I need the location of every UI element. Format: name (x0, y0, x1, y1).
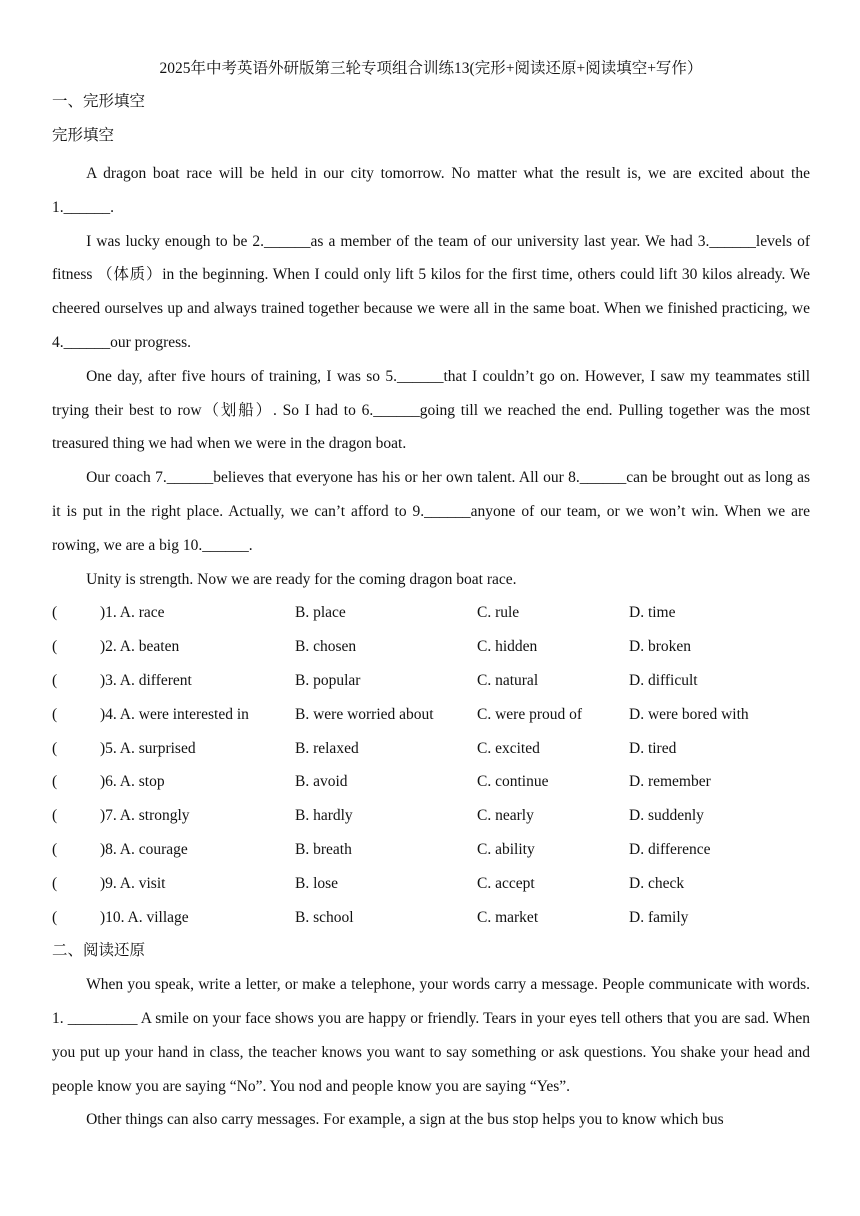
option-d: D. time (629, 604, 676, 622)
section-1-subheading: 完形填空 (52, 127, 115, 144)
option-c: C. hidden (477, 638, 538, 656)
answer-blank[interactable]: ( (52, 638, 58, 656)
option-a: )4. A. were interested in (100, 705, 249, 723)
option-c: C. ability (477, 840, 535, 858)
section-2-heading: 二、阅读还原 (52, 942, 146, 960)
document-page (52, 56, 810, 1137)
option-a: )1. A. race (100, 604, 165, 622)
answer-blank[interactable]: ( (52, 908, 58, 926)
option-c: C. were proud of (477, 705, 583, 723)
answer-blank[interactable]: ( (52, 874, 58, 892)
reading-paragraph: When you speak, write a letter, or make a telephone, your words carry a message. People communicate with words. 1. _________ A smile on your face shows you are happy or friendly. Tears in your eyes tell others that you are sad. When you put up your hand in class, the teacher knows you want to say something or ask questions. You shake your head and people know you are saying “No”. You nod and people know you are saying “Yes”. (52, 976, 810, 1095)
option-b: B. school (295, 908, 354, 926)
option-c: C. rule (477, 604, 520, 622)
question-row (52, 765, 810, 799)
option-c: C. market (477, 908, 539, 926)
option-a: )8. A. courage (100, 840, 188, 858)
option-b: B. relaxed (295, 739, 359, 757)
question-list (52, 596, 810, 934)
option-a: )9. A. visit (100, 874, 166, 892)
option-d: D. suddenly (629, 807, 704, 825)
cloze-paragraph: Our coach 7.______believes that everyone has his or her own talent. All our 8.______can be brought out as long as it is put in the right place. Actually, we can’t afford to 9.______anyone of our team, or we won’t win. When we are rowing, we are a big 10.______. (52, 469, 810, 554)
reading-paragraph: Other things can also carry messages. For example, a sign at the bus stop helps you to know which bus (86, 1111, 724, 1129)
option-b: B. popular (295, 671, 361, 689)
option-a: )5. A. surprised (100, 739, 196, 757)
cloze-paragraph: I was lucky enough to be 2.______as a member of the team of our university last year. We had 3.______levels of fitness （体质）in the beginning. When I could only lift 5 kilos for the first time, others could lift 30 kilos already. We cheered ourselves up and always trained together because we were all in the same boat. When we finished practicing, we 4.______our progress. (52, 232, 810, 351)
question-row (52, 799, 810, 833)
option-c: C. continue (477, 773, 549, 791)
document-title: 2025年中考英语外研版第三轮专项组合训练13(完形+阅读还原+阅读填空+写作） (159, 60, 703, 77)
option-a: )3. A. different (100, 671, 192, 689)
option-a: )10. A. village (100, 908, 189, 926)
question-row (52, 732, 810, 766)
section-1-heading: 一、完形填空 (52, 93, 146, 110)
option-a: )6. A. stop (100, 773, 165, 791)
question-row (52, 901, 810, 935)
answer-blank[interactable]: ( (52, 705, 58, 723)
option-c: C. nearly (477, 807, 534, 825)
cloze-paragraph: Unity is strength. Now we are ready for the coming dragon boat race. (86, 570, 517, 588)
answer-blank[interactable]: ( (52, 773, 58, 791)
option-b: B. lose (295, 874, 339, 892)
question-row (52, 664, 810, 698)
question-row (52, 867, 810, 901)
option-d: D. remember (629, 773, 711, 791)
question-row (52, 833, 810, 867)
question-row (52, 596, 810, 630)
answer-blank[interactable]: ( (52, 840, 58, 858)
option-d: D. were bored with (629, 705, 749, 723)
option-b: B. place (295, 604, 346, 622)
option-d: D. check (629, 874, 685, 892)
question-row (52, 698, 810, 732)
answer-blank[interactable]: ( (52, 671, 58, 689)
option-b: B. were worried about (295, 705, 434, 723)
question-row (52, 630, 810, 664)
answer-blank[interactable]: ( (52, 807, 58, 825)
option-b: B. breath (295, 840, 352, 858)
option-d: D. family (629, 908, 689, 926)
option-a: )2. A. beaten (100, 638, 180, 656)
option-c: C. natural (477, 671, 539, 689)
option-c: C. excited (477, 739, 540, 757)
cloze-paragraph: One day, after five hours of training, I was so 5.______that I couldn’t go on. However, I saw my teammates still trying their best to row（划船）. So I had to 6.______going till we reached the end. Pulling together was the most treasured thing we had when we were in the dragon boat. (52, 367, 810, 453)
option-d: D. tired (629, 739, 677, 757)
answer-blank[interactable]: ( (52, 739, 58, 757)
option-a: )7. A. strongly (100, 807, 190, 825)
cloze-paragraph: A dragon boat race will be held in our city tomorrow. No matter what the result is, we are excited about the 1.______. (52, 165, 810, 216)
option-c: C. accept (477, 874, 535, 892)
option-b: B. avoid (295, 773, 348, 791)
option-d: D. difficult (629, 671, 698, 689)
answer-blank[interactable]: ( (52, 604, 58, 622)
option-d: D. difference (629, 840, 711, 858)
option-b: B. hardly (295, 807, 353, 825)
option-b: B. chosen (295, 638, 357, 656)
option-d: D. broken (629, 638, 691, 656)
